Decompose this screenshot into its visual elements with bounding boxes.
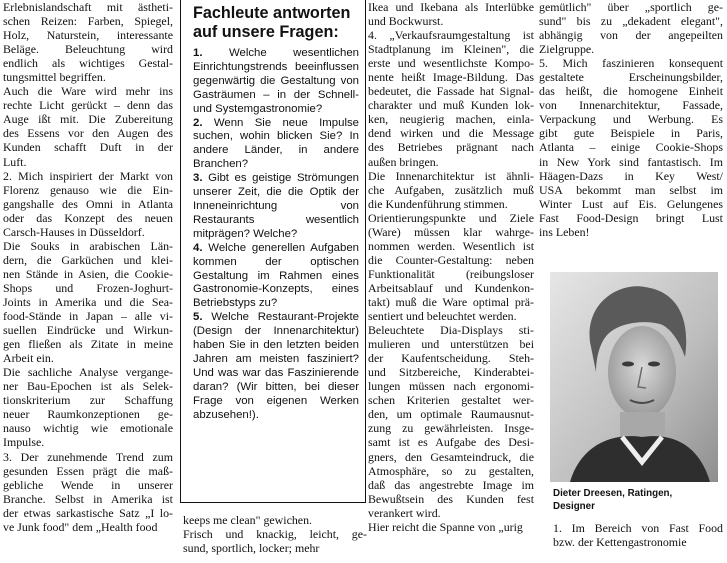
question-text: Wenn Sie neue Impulse suchen, wohin blicken Sie? In andere Länder, in andere Branchen? xyxy=(193,116,360,171)
text-line: Die Souks in arabischen Län- xyxy=(3,238,173,253)
text-line: Häagen-Dazs in Key West/ xyxy=(539,168,723,183)
text-line: Joints in Amerika und die Sea- xyxy=(3,294,173,309)
text-line: ken, neugierig machen, einla- xyxy=(368,112,534,127)
text-line: der Kaufentscheidung. Steh- xyxy=(368,351,534,366)
text-line: Carsch-Hauses in Düsseldorf. xyxy=(3,224,145,239)
text-line: 2. Mich inspiriert der Markt von xyxy=(3,168,173,183)
text-line: Winter Lust auf Eis. Gelungenes xyxy=(539,196,723,211)
text-line: das heißt, die homogene Einheit xyxy=(539,84,723,99)
text-line: nen Stände in Asien, die Cookie- xyxy=(3,266,173,281)
question-number: 3. xyxy=(193,172,209,185)
text-line: lungen müssen nach ergonomi- xyxy=(368,379,534,394)
question-item xyxy=(193,117,359,173)
question-text: Welche Restaurant-Projekte (Design der Innenarchitektur) haben Sie in den letzten beiden Jahren am meisten fasziniert? Und was war das Faszinierende daran? (Wir bitten, bei dieser Frage von eigenen Werken abzusehen!). xyxy=(193,311,359,421)
text-line: rechte Licht gerückt – denn das xyxy=(3,98,173,113)
text-line: die Kundenführung stimmen. xyxy=(368,196,508,211)
text-line: gen fließen als Zitate in meine xyxy=(3,337,173,352)
portrait-photo-image xyxy=(550,272,718,482)
text-line: Arbeitsablauf und Kundenkon- xyxy=(368,280,534,295)
text-line: und Sitzbereiche, Kinderabtei- xyxy=(368,365,534,380)
text-line: Beleuchtete Dia-Displays sti- xyxy=(368,323,534,338)
text-line: 3. Der zunehmende Trend zum xyxy=(3,449,173,464)
caption-name: Dieter Dreesen, Ratingen, xyxy=(553,488,673,499)
photo-caption xyxy=(553,487,723,513)
text-line: food-Stände in Japan – alle vi- xyxy=(3,309,173,324)
text-line: und Bockwurst. xyxy=(368,14,444,29)
text-line: Luft. xyxy=(3,154,27,169)
question-text: Welche generellen Aufgaben kommen der optischen Gestaltung im Rahmen eines Gastronomie-Konzepts, eines Betriebstyps zu? xyxy=(193,241,359,310)
text-line: schen Reizen: Farben, Spiegel, xyxy=(3,14,173,29)
text-line: nente heißt Image-Bildung. Das xyxy=(368,70,534,85)
text-line: dern, die Garküchen und klei- xyxy=(3,252,173,267)
text-line: abhängig von der angepeilten xyxy=(539,28,723,43)
question-number: 1. xyxy=(193,47,229,59)
text-line: neuer Raumkonzeptionen ge- xyxy=(3,407,173,422)
text-line: Ikea und Ikebana als Interlübke xyxy=(368,0,534,14)
text-line: Impulse. xyxy=(3,435,45,450)
text-line: Branche. Selbst in Amerika ist xyxy=(3,491,173,506)
question-number: 5. xyxy=(193,311,212,324)
text-line: Kunden schafft Duft in der xyxy=(3,140,173,155)
text-line: bzw. der Kettengastronomie xyxy=(553,535,687,549)
text-line: der etwas sarkastische Satz „I lo- xyxy=(3,505,173,520)
article-column-1 xyxy=(3,0,173,563)
text-line: Auch die Ware wird mehr ins xyxy=(3,84,173,99)
text-line: ner Bau-Epochen ist als Selek- xyxy=(3,379,173,394)
question-item xyxy=(193,311,359,422)
text-line: Erlebnislandschaft mit ästheti- xyxy=(3,0,173,14)
text-line: USA bekommt man selbst im xyxy=(539,182,723,197)
text-line: gibt gute Beispiele in Paris, xyxy=(539,126,723,141)
question-item xyxy=(193,242,359,312)
text-line: sund" bis zu „dekadent elegant", xyxy=(539,14,723,29)
portrait-photo xyxy=(550,272,718,482)
text-line: des Betriebes prägnant nach xyxy=(368,140,534,155)
text-line: che Aufgaben, zusätzlich muß xyxy=(368,182,534,197)
text-line: sentiert und beleuchtet werden. xyxy=(368,309,517,324)
text-line: gestaltete Erscheinungsbilder, xyxy=(539,70,723,85)
text-line: gners, den Gesamteindruck, die xyxy=(368,449,534,464)
text-line: Fast Food-Design bringt Lust xyxy=(539,210,723,225)
text-line: Atlanta – einige Cookie-Shops xyxy=(539,140,723,155)
text-line: nauso wichtig wie emotionale xyxy=(3,421,173,436)
text-line: Arbeit ein. xyxy=(3,351,54,366)
text-line: Die sachliche Analyse vergange- xyxy=(3,365,173,380)
text-line: Funktionalität (reibungsloser xyxy=(368,266,534,281)
text-line: verankert wird. xyxy=(368,505,441,520)
text-line: endlich als wichtiges Gestal- xyxy=(3,56,173,71)
text-line: Holz, Naturstein, interessante xyxy=(3,28,173,43)
article-column-2-continuation xyxy=(183,513,367,555)
text-line: charakter und muß Kunden lok- xyxy=(368,98,534,113)
text-line: daß das angestrebte Image im xyxy=(368,477,534,492)
text-line: gangshalle des Omni in Atlanta xyxy=(3,196,173,211)
question-number: 2. xyxy=(193,116,214,129)
text-line: Atmosphäre, so zu gestalten, xyxy=(368,463,534,478)
question-number: 4. xyxy=(193,241,209,254)
text-line: ve Junk food" dem „Health food xyxy=(3,519,158,534)
text-line: Shops und Frozen-Joghurt- xyxy=(3,280,173,295)
text-line: nommen werden. Wesentlich ist xyxy=(368,238,534,253)
text-line: Hier reicht die Spanne von „urig xyxy=(368,519,523,534)
questions-box xyxy=(180,0,366,503)
text-line: 4. „Verkaufsraumgestaltung ist xyxy=(368,28,534,43)
article-column-4-continuation xyxy=(553,521,723,549)
text-line: des Essens vor den Augen des xyxy=(3,126,173,141)
text-line: die Counter-Gestaltung: neben xyxy=(368,252,534,267)
text-line: gebliche Wende in unserer xyxy=(3,477,173,492)
text-line: dend wirken und die Message xyxy=(368,126,534,141)
text-line: von Innenarchitektur, Fassade, xyxy=(539,98,723,113)
questions-list xyxy=(193,47,359,422)
text-line: Auge ißt mit. Die Zubereitung xyxy=(3,112,173,127)
text-line: tionskriterium zur Schaffung xyxy=(3,393,173,408)
caption-role: Designer xyxy=(553,501,595,512)
question-text: Gibt es geistige Strömungen unserer Zeit, die die Optik der Inneneinrichtung von Restaurants wesentlich mitprägen? Welche? xyxy=(193,172,360,240)
question-item xyxy=(193,47,359,117)
text-line: gemütlich" über „sportlich ge- xyxy=(539,0,723,14)
text-line: Florenz genauso wie die Ein- xyxy=(3,182,173,197)
question-text: Welche wesentlichen Einrichtungstrends beeinflussen gegenwärtig die Gestaltung von Gasträumen – in der Schnell- und Systemgastronomie? xyxy=(193,47,359,115)
questions-box-title: Fachleute antworten auf unsere Fragen: xyxy=(193,4,351,41)
text-line: Beläge. Beleuchtung wird xyxy=(3,42,173,57)
text-line: keeps me clean" gewichen. xyxy=(183,513,312,527)
text-line: suellen Eindrücke und Wirkun- xyxy=(3,323,173,338)
text-line: samt ist es Aufgabe des Desi- xyxy=(368,435,534,450)
text-line: gesunden Essen prägt die maß- xyxy=(3,463,173,478)
text-line: bedeutet, die Fassade hat Signal- xyxy=(368,84,534,99)
text-line: Zielgruppe. xyxy=(539,42,595,57)
text-line: Verpackung und Werbung. Es xyxy=(539,112,723,127)
text-line: erste und wesentlichste Kompo- xyxy=(368,56,534,71)
text-line: Frisch und knackig, leicht, ge- xyxy=(183,527,367,541)
text-line: Bewußtsein des Kunden fest xyxy=(368,491,534,506)
text-line: 5. Mich faszinieren konsequent xyxy=(539,56,723,71)
text-line: ins Leben! xyxy=(539,224,590,239)
text-line: 1. Im Bereich von Fast Food xyxy=(553,521,723,535)
text-line: schen Kriterien gestaltet wer- xyxy=(368,393,534,408)
text-line: sund, sportlich, locker; mehr xyxy=(183,541,320,555)
text-line: Orientierungspunkte und Ziele xyxy=(368,210,534,225)
text-line: außen bringen. xyxy=(368,154,439,169)
text-line: in New York sind fantastisch. Im xyxy=(539,154,723,169)
text-line: tungsmittel begriffen. xyxy=(3,70,106,85)
text-line: (Ware) müssen klar wahrge- xyxy=(368,224,534,239)
text-line: takt) muß die Ware optimal prä- xyxy=(368,294,534,309)
text-line: Die Innenarchitektur ist ähnli- xyxy=(368,168,534,183)
text-line: oder das Konzept des neuen xyxy=(3,210,173,225)
article-column-3 xyxy=(368,0,534,563)
text-line: den, um optimale Raumausnut- xyxy=(368,407,534,422)
text-line: mulieren und unterstützen bei xyxy=(368,337,534,352)
text-line: Stadtplanung im Kleinen", die xyxy=(368,42,534,57)
text-line: zung zu gewährleisten. Insge- xyxy=(368,421,534,436)
question-item xyxy=(193,172,359,242)
